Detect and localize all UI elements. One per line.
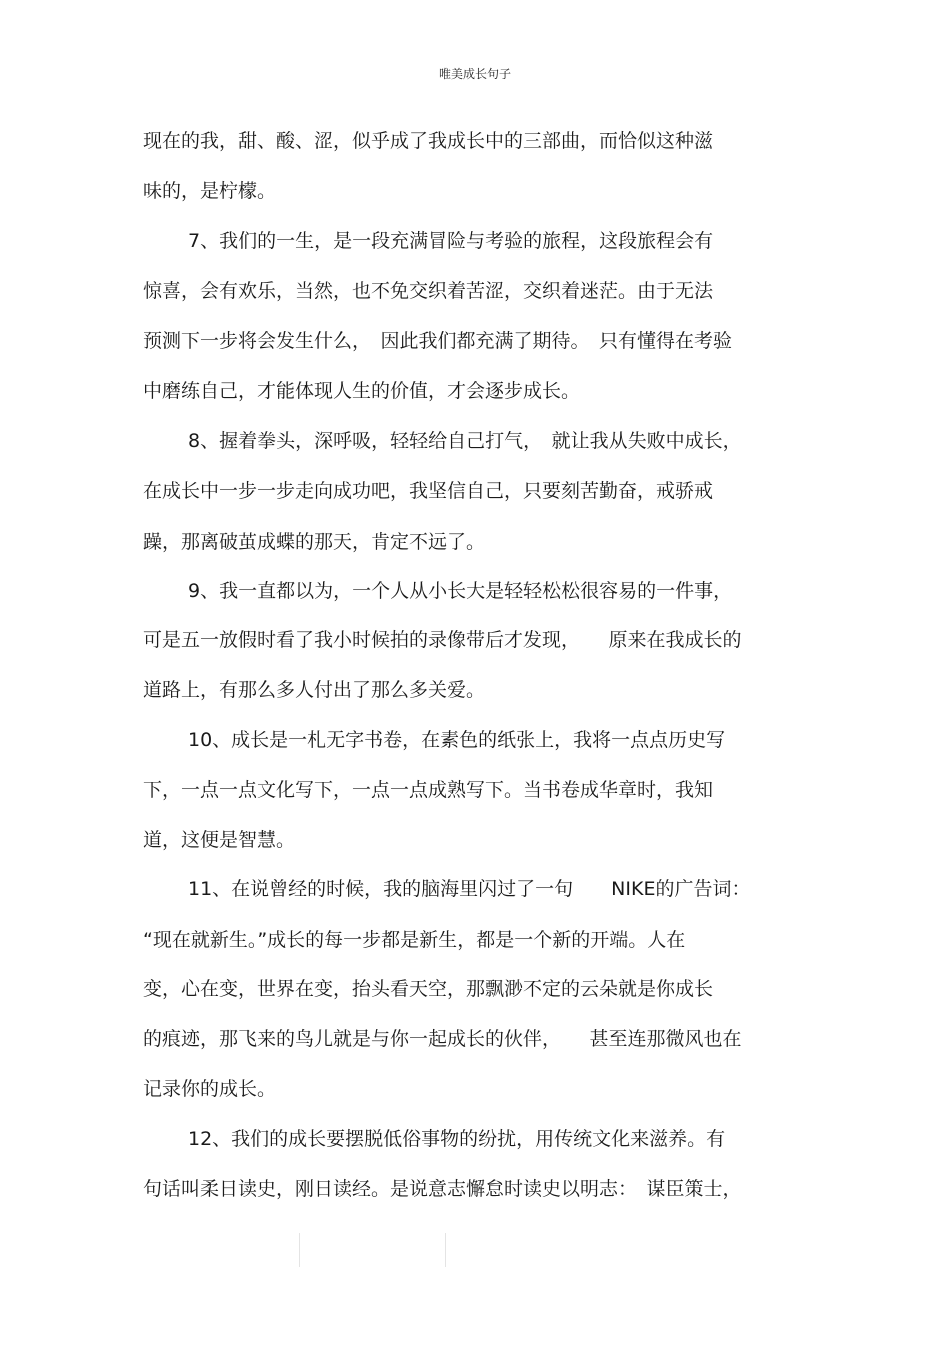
text-line: 道，这便是智慧。	[143, 829, 296, 851]
text-line: 中磨练自己，才能体现人生的价值，才会逐步成长。	[143, 380, 581, 402]
text-line: 的痕迹，那飞来的鸟儿就是与你一起成长的伙伴， 甚至连那微风也在	[143, 1028, 742, 1050]
text-line: 下，一点一点文化写下，一点一点成熟写下。当书卷成华章时，我知	[143, 779, 714, 801]
text-line: 在成长中一步一步走向成功吧，我坚信自己，只要刻苦勤奋，戒骄戒	[143, 480, 714, 502]
paragraph-12-line: 12、我们的成长要摆脱低俗事物的纷扰，用传统文化来滋养。有	[188, 1128, 726, 1150]
page-divider-right	[445, 1233, 446, 1267]
page-header-title: 唯美成长句子	[438, 67, 511, 81]
page-divider-left	[299, 1233, 300, 1267]
text-line: “现在就新生。”成长的每一步都是新生，都是一个新的开端。人在	[143, 929, 686, 951]
text-line: 惊喜，会有欢乐，当然，也不免交织着苦涩，交织着迷茫。由于无法	[143, 280, 714, 302]
text-line: 预测下一步将会发生什么， 因此我们都充满了期待。 只有懂得在考验	[143, 330, 733, 352]
text-line: 可是五一放假时看了我小时候拍的录像带后才发现， 原来在我成长的	[143, 629, 742, 651]
paragraph-10-line: 10、成长是一札无字书卷，在素色的纸张上，我将一点点历史写	[188, 729, 726, 751]
text-line: 句话叫柔日读史，刚日读经。是说意志懈怠时读史以明志： 谋臣策士，	[143, 1178, 742, 1200]
text-line: 记录你的成长。	[143, 1078, 277, 1100]
text-line: 味的，是柠檬。	[143, 180, 277, 202]
paragraph-8-line: 8、握着拳头，深呼吸，轻轻给自己打气， 就让我从失败中成长，	[188, 430, 742, 452]
text-line: 变，心在变，世界在变，抬头看天空，那飘渺不定的云朵就是你成长	[143, 978, 714, 1000]
text-line: 现在的我，甜、酸、涩，似乎成了我成长中的三部曲，而恰似这种滋	[143, 130, 714, 152]
text-line: 躁，那离破茧成蝶的那天，肯定不远了。	[143, 531, 486, 553]
text-line: 道路上，有那么多人付出了那么多关爱。	[143, 679, 486, 701]
paragraph-7-line: 7、我们的一生，是一段充满冒险与考验的旅程，这段旅程会有	[188, 230, 714, 252]
paragraph-11-line: 11、在说曾经的时候，我的脑海里闪过了一句 NIKE的广告词：	[188, 878, 751, 900]
paragraph-9-line: 9、我一直都以为，一个人从小长大是轻轻松松很容易的一件事，	[188, 580, 733, 602]
